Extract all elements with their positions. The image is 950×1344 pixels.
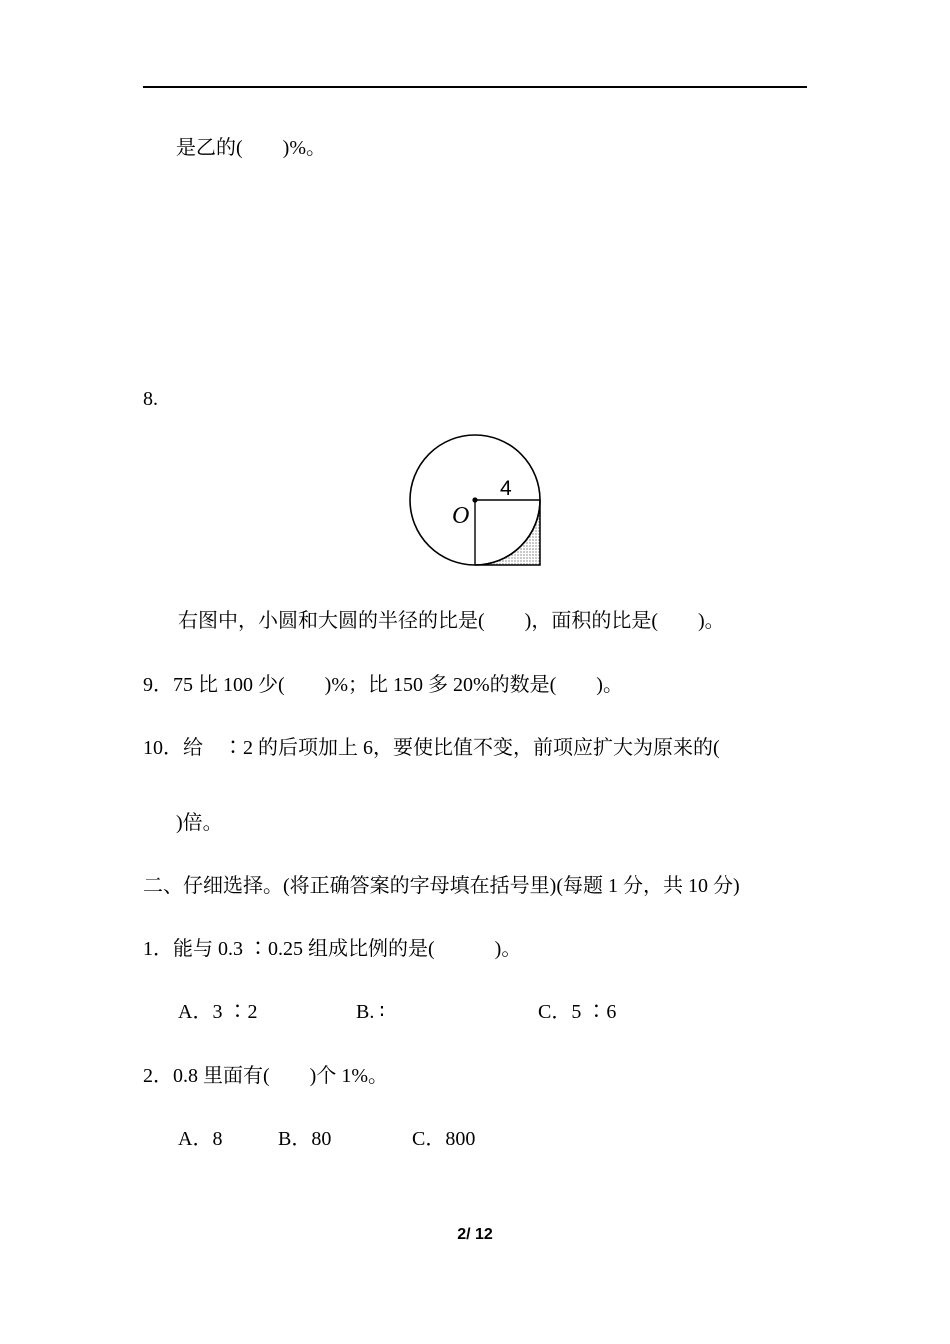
question-10-text: 10．给 ∶2 的后项加上 6，要使比值不变，前项应扩大为原来的( bbox=[143, 737, 720, 759]
radius-label: 4 bbox=[500, 477, 512, 500]
center-point bbox=[472, 497, 477, 502]
q8-circle-figure bbox=[400, 428, 550, 573]
s2-q1-option-c: C．5 ∶6 bbox=[538, 1001, 617, 1023]
question-8-text: 右图中，小圆和大圆的半径的比是( )，面积的比是( )。 bbox=[178, 610, 725, 632]
page-number: 2/ 12 bbox=[457, 1226, 493, 1243]
s2-question-2-text: 2．0.8 里面有( )个 1%。 bbox=[143, 1065, 388, 1087]
continued-question-text: 是乙的( )%。 bbox=[176, 137, 326, 159]
question-9-text: 9．75 比 100 少( )%；比 150 多 20%的数是( )。 bbox=[143, 674, 623, 696]
header-rule bbox=[143, 86, 807, 88]
s2-question-1-text: 1．能与 0.3 ∶0.25 组成比例的是( )。 bbox=[143, 938, 522, 960]
s2-q1-option-a: A．3 ∶2 bbox=[178, 1001, 258, 1023]
s2-q1-option-b: B. ∶ bbox=[356, 1001, 385, 1023]
shaded-region bbox=[475, 500, 540, 565]
q8-circle-diagram bbox=[400, 428, 550, 573]
s2-q2-option-b: B．80 bbox=[278, 1128, 332, 1150]
question-8-number: 8. bbox=[143, 388, 158, 410]
section-2-title: 二、仔细选择。(将正确答案的字母填在括号里)(每题 1 分，共 10 分) bbox=[143, 875, 740, 897]
s2-q2-option-a: A．8 bbox=[178, 1128, 223, 1150]
s2-q2-option-c: C．800 bbox=[412, 1128, 476, 1150]
center-label: O bbox=[452, 503, 470, 529]
question-10-continued: )倍。 bbox=[176, 812, 223, 834]
